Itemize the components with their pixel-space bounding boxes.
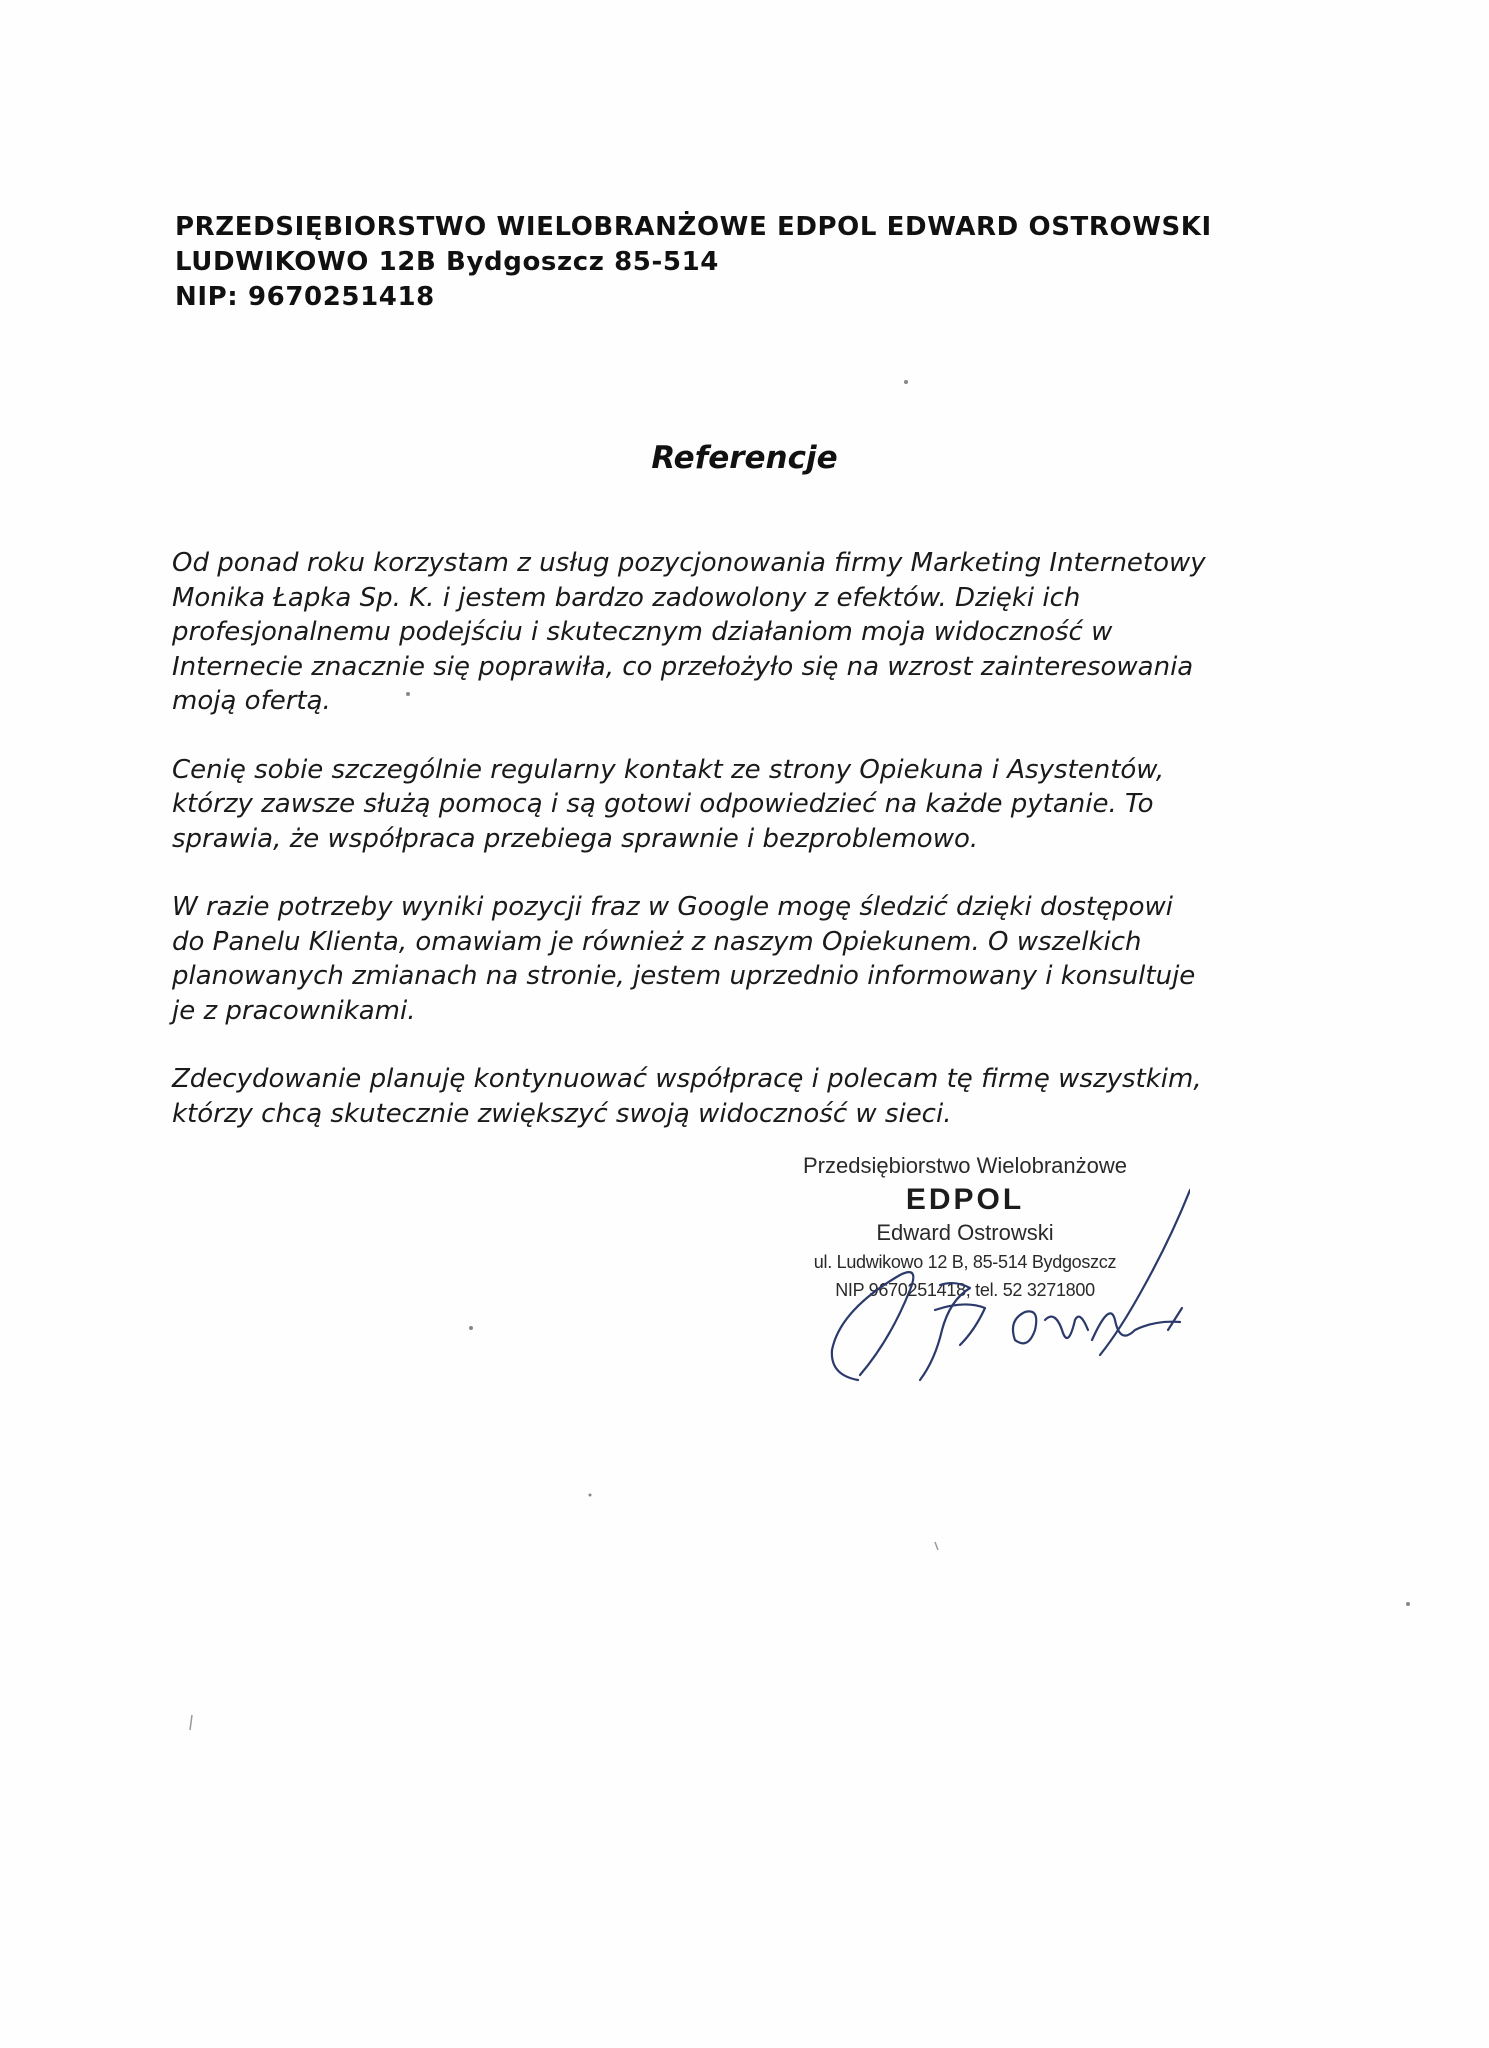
stamp-owner: Edward Ostrowski	[876, 1220, 1054, 1245]
company-address: LUDWIKOWO 12B Bydgoszcz 85-514	[175, 247, 719, 277]
paragraph-2: Cenię sobie szczególnie regularny kontakt ze strony Opiekuna i Asystentów, którzy zawsze służą pomocą i są gotowi odpowiedzieć na każde pytanie. To sprawia, że współpraca przebiega sprawnie i bezproblemowo.	[172, 754, 1165, 854]
handwritten-signature	[770, 1180, 1190, 1390]
paragraph-3: W razie potrzeby wyniki pozycji fraz w Google mogę śledzić dzięki dostępowi do Panelu Klienta, omawiam je również z naszym Opiekunem. O wszelkich planowanych zmianach na stronie, jestem uprzednio informowany i konsultuje je z pracownikami.	[172, 892, 1196, 1026]
stamp-address: ul. Ludwikowo 12 B, 85-514 Bydgoszcz	[813, 1252, 1117, 1272]
stamp-company-type: Przedsiębiorstwo Wielobranżowe	[802, 1153, 1128, 1178]
letter-body	[172, 546, 1322, 1165]
stamp-nip-phone: NIP 9670251418, tel. 52 3271800	[835, 1280, 1095, 1300]
company-name: PRZEDSIĘBIORSTWO WIELOBRANŻOWE EDPOL EDWARD OSTROWSKI	[175, 212, 1212, 242]
document-title: Referencje	[651, 440, 838, 476]
paragraph-4: Zdecydowanie planuję kontynuować współpracę i polecam tę firmę wszystkim, którzy chcą skutecznie zwiększyć swoją widoczność w sieci.	[172, 1064, 1202, 1129]
company-nip: NIP: 9670251418	[175, 282, 435, 312]
paragraph-1: Od ponad roku korzystam z usług pozycjonowania firmy Marketing Internetowy Monika Łapka Sp. K. i jestem bardzo zadowolony z efektów. Dzięki ich profesjonalnemu podejściu i skutecznym działaniom moja widoczność w Internecie znacznie się poprawiła, co przełożyło się na wzrost zainteresowania moją ofertą.	[172, 548, 1206, 716]
stamp-logo: EDPOL	[905, 1183, 1025, 1216]
company-header	[175, 210, 1325, 315]
